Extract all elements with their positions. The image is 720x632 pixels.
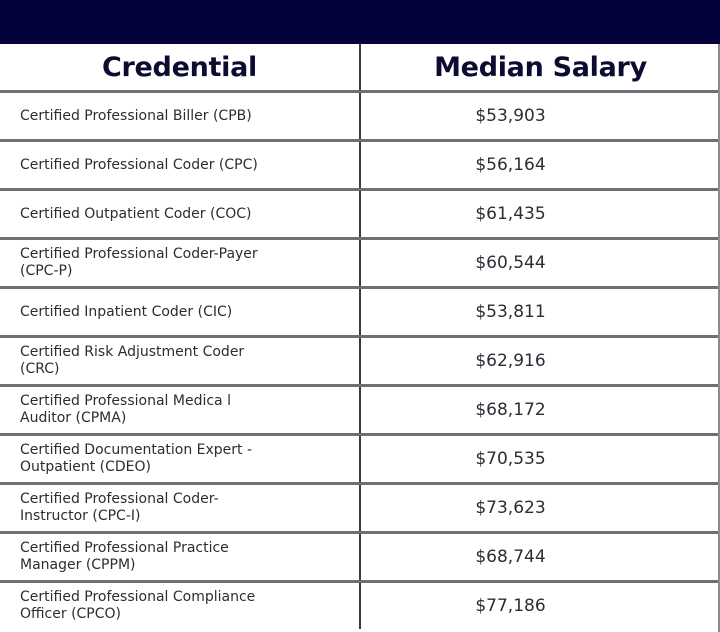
table-header-row bbox=[0, 44, 720, 92]
credential-cell: Certified Professional Coder-Instructor (CPC-I) bbox=[0, 484, 360, 533]
credential-cell: Certified Professional Biller (CPB) bbox=[0, 92, 360, 141]
credential-cell: Certified Risk Adjustment Coder (CRC) bbox=[0, 337, 360, 386]
table-row bbox=[0, 239, 720, 288]
credential-cell: Certified Documentation Expert -Outpatient (CDEO) bbox=[0, 435, 360, 484]
salary-cell: $62,916 bbox=[360, 337, 720, 386]
salary-cell: $70,535 bbox=[360, 435, 720, 484]
table-row bbox=[0, 533, 720, 582]
salary-cell: $68,744 bbox=[360, 533, 720, 582]
salary-cell: $68,172 bbox=[360, 386, 720, 435]
table-row bbox=[0, 582, 720, 630]
table-row bbox=[0, 288, 720, 337]
table-row bbox=[0, 190, 720, 239]
table-row bbox=[0, 386, 720, 435]
salary-cell: $53,811 bbox=[360, 288, 720, 337]
credential-cell: Certified Professional Medica l Auditor (CPMA) bbox=[0, 386, 360, 435]
credential-cell: Certified Professional Compliance Officer (CPCO) bbox=[0, 582, 360, 630]
credential-cell: Certified Professional Practice Manager (CPPM) bbox=[0, 533, 360, 582]
table-row bbox=[0, 141, 720, 190]
credential-cell: Certified Professional Coder (CPC) bbox=[0, 141, 360, 190]
table-row bbox=[0, 435, 720, 484]
column-header-credential: Credential bbox=[0, 44, 360, 92]
salary-cell: $60,544 bbox=[360, 239, 720, 288]
salary-cell: $61,435 bbox=[360, 190, 720, 239]
table-row bbox=[0, 484, 720, 533]
credential-cell: Certified Outpatient Coder (COC) bbox=[0, 190, 360, 239]
salary-cell: $56,164 bbox=[360, 141, 720, 190]
credential-cell: Certified Professional Coder-Payer (CPC-P) bbox=[0, 239, 360, 288]
table-row bbox=[0, 337, 720, 386]
table-row bbox=[0, 92, 720, 141]
salary-table-container bbox=[0, 44, 720, 629]
salary-table bbox=[0, 44, 720, 629]
top-banner bbox=[0, 0, 720, 44]
salary-cell: $53,903 bbox=[360, 92, 720, 141]
column-header-median-salary: Median Salary bbox=[360, 44, 720, 92]
salary-cell: $77,186 bbox=[475, 596, 546, 616]
salary-cell: $73,623 bbox=[360, 484, 720, 533]
credential-cell: Certified Inpatient Coder (CIC) bbox=[0, 288, 360, 337]
